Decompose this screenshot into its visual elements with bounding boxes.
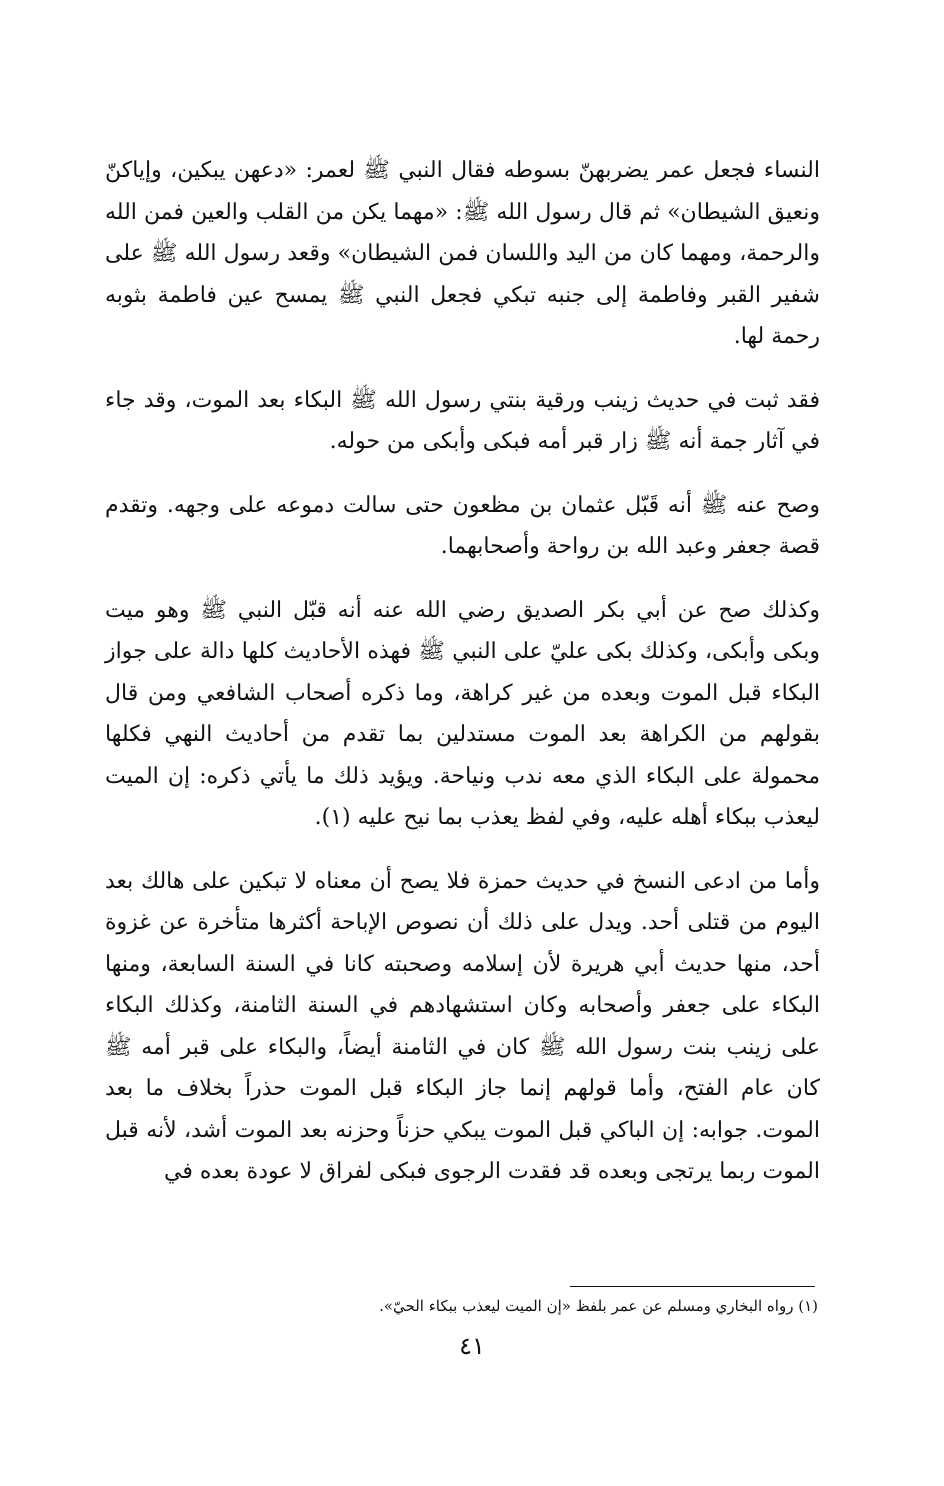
paragraph-text: وكذلك صح عن أبي بكر الصديق رضي الله عنه أنه قبّل النبي ﷺ وهو ميت وبكى وأبكى، وكذلك بكى عليّ على النبي ﷺ فهذه الأحاديث كلها دالة على جواز البكاء قبل الموت وبعده من غير كراهة، وما ذكره أصحاب الشافعي ومن قال بقولهم من الكراهة بعد الموت مستدلين بما تقدم من أحاديث النهي فكلها محمولة على البكاء الذي معه ندب ونياحة. ويؤيد ذلك ما يأتي ذكره: إن الميت ليعذب ببكاء أهله عليه، وفي لفظ يعذب بما نيح عليه (١).: [105, 597, 820, 830]
book-page-body: [105, 150, 820, 1215]
paragraph-text: وصح عنه ﷺ أنه قَبّل عثمان بن مظعون حتى سالت دموعه على وجهه. وتقدم قصة جعفر وعبد الله بن رواحة وأصحابهما.: [105, 492, 820, 559]
paragraph: [105, 590, 820, 839]
paragraph: [105, 485, 820, 568]
paragraph: [105, 150, 820, 358]
paragraph-text: النساء فجعل عمر يضربهنّ بسوطه فقال النبي ﷺ لعمر: «دعهن يبكين، وإياكنّ ونعيق الشيطان» ثم قال رسول الله ﷺ: «مهما يكن من القلب والعين فمن الله والرحمة، ومهما كان من اليد واللسان فمن الشيطان» وقعد رسول الله ﷺ على شفير القبر وفاطمة إلى جنبه تبكي فجعل النبي ﷺ يمسح عين فاطمة بثوبه رحمة لها.: [105, 158, 820, 349]
paragraph: [105, 861, 820, 1193]
footnote-separator: [570, 1286, 815, 1287]
paragraph: [105, 380, 820, 463]
footnote: (١) رواه البخاري ومسلم عن عمر بلفظ «إن الميت ليعذب ببكاء الحيّ».: [379, 1297, 818, 1315]
paragraph-text: فقد ثبت في حديث زينب ورقية بنتي رسول الله ﷺ البكاء بعد الموت، وقد جاء في آثار جمة أنه ﷺ زار قبر أمه فبكى وأبكى من حوله.: [105, 387, 820, 454]
paragraph-text: وأما من ادعى النسخ في حديث حمزة فلا يصح أن معناه لا تبكين على هالك بعد اليوم من قتلى أحد. ويدل على ذلك أن نصوص الإباحة أكثرها متأخرة عن غزوة أحد، منها حديث أبي هريرة لأن إسلامه وصحبته كانا في السنة السابعة، ومنها البكاء على جعفر وأصحابه وكان استشهادهم في السنة الثامنة، وكذلك البكاء على زينب بنت رسول الله ﷺ كان في الثامنة أيضاً، والبكاء على قبر أمه ﷺ كان عام الفتح، وأما قولهم إنما جاز البكاء قبل الموت حذراً بخلاف ما بعد الموت. جوابه: إن الباكي قبل الموت يبكي حزناً وحزنه بعد الموت أشد، لأنه قبل الموت ربما يرتجى وبعده قد فقدت الرجوى فبكى لفراق لا عودة بعده في: [105, 868, 820, 1184]
page-number: ٤١: [459, 1332, 485, 1360]
